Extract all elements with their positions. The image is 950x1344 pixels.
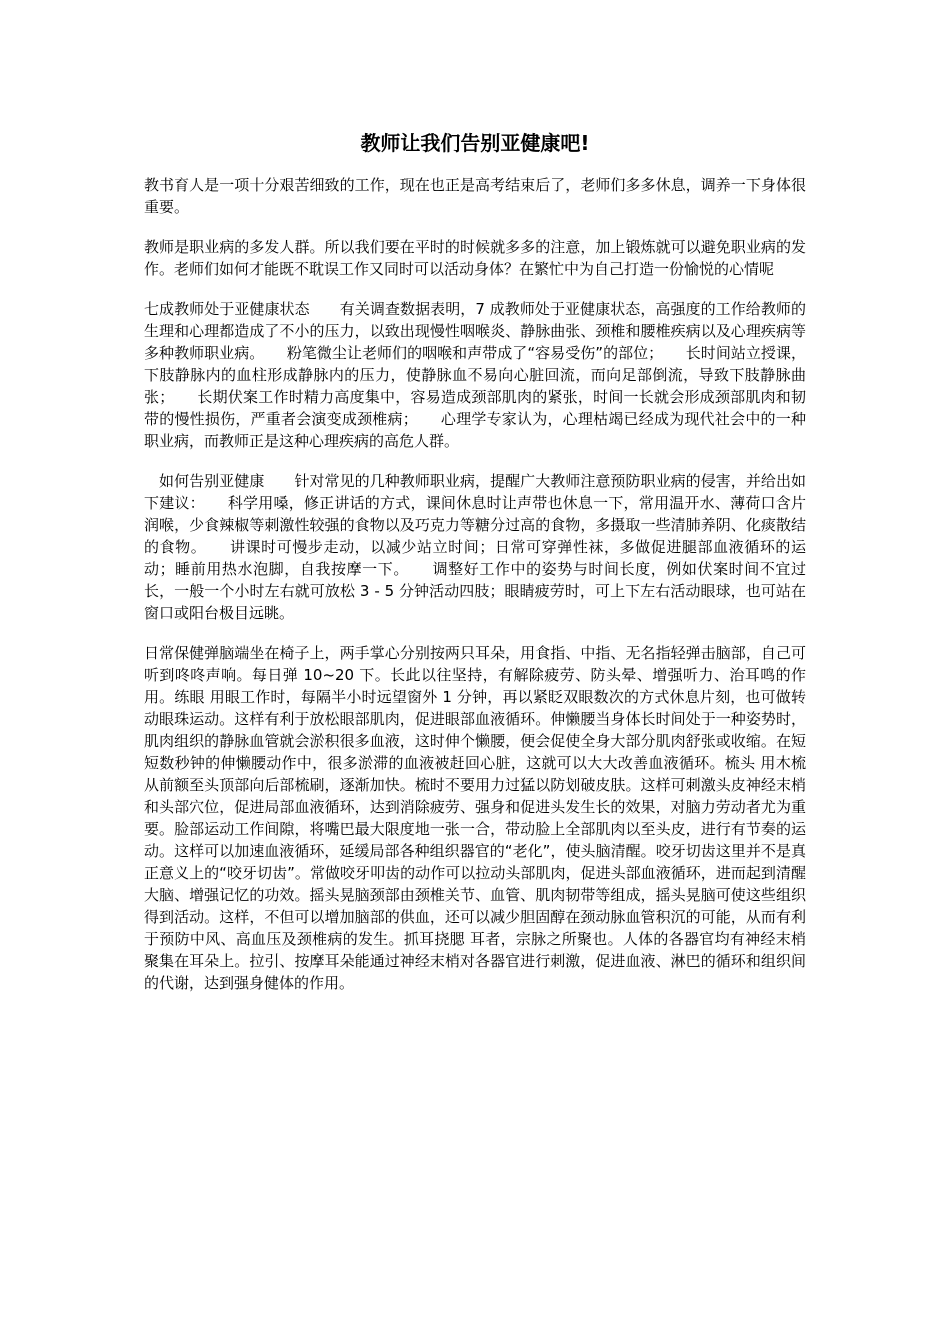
document-page xyxy=(144,128,806,1012)
paragraph-how-to-prevent: 如何告别亚健康 针对常见的几种教师职业病，提醒广大教师注意预防职业病的侵害，并给出如下建议： 科学用嗓，修正讲话的方式，课间休息时让声带也休息一下，常用温开水、薄荷口含片润喉，少食辣椒等刺激性较强的食物以及巧克力等糖分过高的食物，多摄取一些清肺养阴、化痰散结的食物。 讲课时可慢步走动，以减少站立时间；日常可穿弹性袜，多做促进腿部血液循环的运动；睡前用热水泡脚，自我按摩一下。 调整好工作中的姿势与时间长度，例如伏案时间不宜过长，一般一个小时左右就可放松 3 - 5 分钟活动四肢；眼睛疲劳时，可上下左右活动眼球，也可站在窗口或阳台极目远眺。 xyxy=(144,472,806,622)
paragraph-sub-health-status: 七成教师处于亚健康状态 有关调查数据表明，7 成教师处于亚健康状态，高强度的工作给教师的生理和心理都造成了不小的压力，以致出现慢性咽喉炎、静脉曲张、颈椎和腰椎疾病以及心理疾病等多种教师职业病。 粉笔微尘让老师们的咽喉和声带成了“容易受伤”的部位； 长时间站立授课，下肢静脉内的血柱形成静脉内的压力，使静脉血不易向心脏回流，而向足部倒流，导致下肢静脉曲张； 长期伏案工作时精力高度集中，容易造成颈部肌肉的紧张，时间一长就会形成颈部肌肉和韧带的慢性损伤，严重者会演变成颈椎病； 心理学专家认为，心理枯竭已经成为现代社会中的一种职业病，而教师正是这种心理疾病的高危人群。 xyxy=(144,300,806,450)
document-title: 教师让我们告别亚健康吧! xyxy=(360,131,590,155)
paragraph-occupational-disease: 教师是职业病的多发人群。所以我们要在平时的时候就多多的注意，加上锻炼就可以避免职业病的发作。老师们如何才能既不耽误工作又同时可以活动身体？在繁忙中为自己打造一份愉悦的心情呢 xyxy=(144,238,806,278)
paragraph-daily-care: 日常保健弹脑端坐在椅子上，两手掌心分别按两只耳朵，用食指、中指、无名指轻弹击脑部，自己可听到咚咚声响。每日弹 10~20 下。长此以往坚持，有解除疲劳、防头晕、增强听力、治耳鸣的作用。练眼 用眼工作时，每隔半小时远望窗外 1 分钟，再以紧眨双眼数次的方式休息片刻，也可做转动眼珠运动。这样有利于放松眼部肌肉，促进眼部血液循环。伸懒腰当身体长时间处于一种姿势时，肌肉组织的静脉血管就会淤积很多血液，这时伸个懒腰，便会促使全身大部分肌肉舒张或收缩。在短短数秒钟的伸懒腰动作中，很多淤滞的血液被赶回心脏，这就可以大大改善血液循环。梳头 用木梳从前额至头顶部向后部梳刷，逐渐加快。梳时不要用力过猛以防划破皮肤。这样可刺激头皮神经末梢和头部穴位，促进局部血液循环，达到消除疲劳、强身和促进头发生长的效果，对脑力劳动者尤为重要。脸部运动工作间隙，将嘴巴最大限度地一张一合，带动脸上全部肌肉以至头皮，进行有节奏的运动。这样可以加速血液循环，延缓局部各种组织器官的“老化”，使头脑清醒。咬牙切齿这里并不是真正意义上的“咬牙切齿”。常做咬牙叩齿的动作可以拉动头部肌肉，促进头部血液循环，进而起到清醒大脑、增强记忆的功效。摇头晃脑颈部由颈椎关节、血管、肌肉韧带等组成，摇头晃脑可使这些组织得到活动。这样，不但可以增加脑部的供血，还可以减少胆固醇在颈动脉血管积沉的可能，从而有利于预防中风、高血压及颈椎病的发生。抓耳挠腮 耳者，宗脉之所聚也。人体的各器官均有神经末梢聚集在耳朵上。拉引、按摩耳朵能通过神经末梢对各器官进行刺激，促进血液、淋巴的循环和组织间的代谢，达到强身健体的作用。 xyxy=(144,644,806,992)
paragraph-intro: 教书育人是一项十分艰苦细致的工作，现在也正是高考结束后了，老师们多多休息，调养一下身体很重要。 xyxy=(144,176,806,216)
